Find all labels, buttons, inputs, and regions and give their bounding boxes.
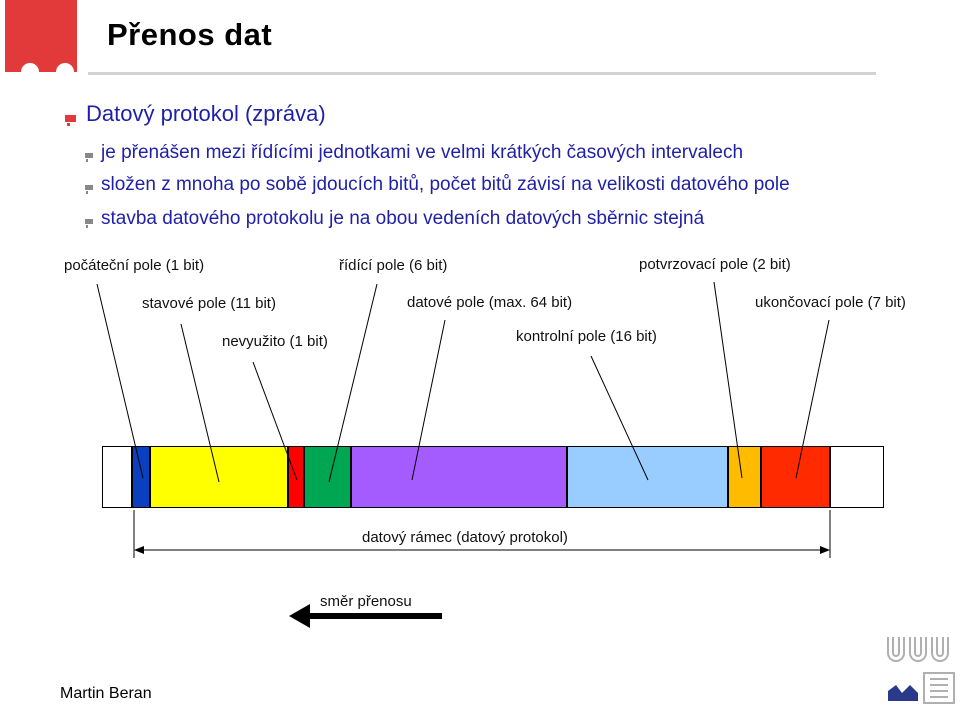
label-unused-field: nevyužito (1 bit): [222, 333, 328, 350]
label-status-field: stavové pole (11 bit): [142, 295, 276, 312]
label-ack-field: potvrzovací pole (2 bit): [639, 256, 791, 273]
main-bullet: Datový protokol (zpráva): [86, 101, 326, 126]
frame-label: datový rámec (datový protokol): [362, 529, 568, 546]
institution-logo-icon: [884, 633, 958, 707]
author-name: Martin Beran: [60, 685, 152, 702]
sub-bullet-1: je přenášen mezi řídícími jednotkami ve velmi krátkých časových intervalech: [101, 142, 744, 163]
page-title: Přenos dat: [107, 17, 273, 52]
label-data-field: datové pole (max. 64 bit): [407, 294, 573, 311]
label-start-field: počáteční pole (1 bit): [64, 257, 205, 274]
label-control-field: řídící pole (6 bit): [339, 257, 448, 274]
label-crc-field: kontrolní pole (16 bit): [516, 328, 657, 345]
direction-label: směr přenosu: [320, 593, 412, 610]
label-end-field: ukončovací pole (7 bit): [755, 294, 906, 311]
sub-bullet-3: stavba datového protokolu je na obou vedeních datových sběrnic stejná: [101, 208, 705, 229]
sub-bullet-2: složen z mnoha po sobě jdoucích bitů, počet bitů závisí na velikosti datového pole: [101, 174, 790, 195]
